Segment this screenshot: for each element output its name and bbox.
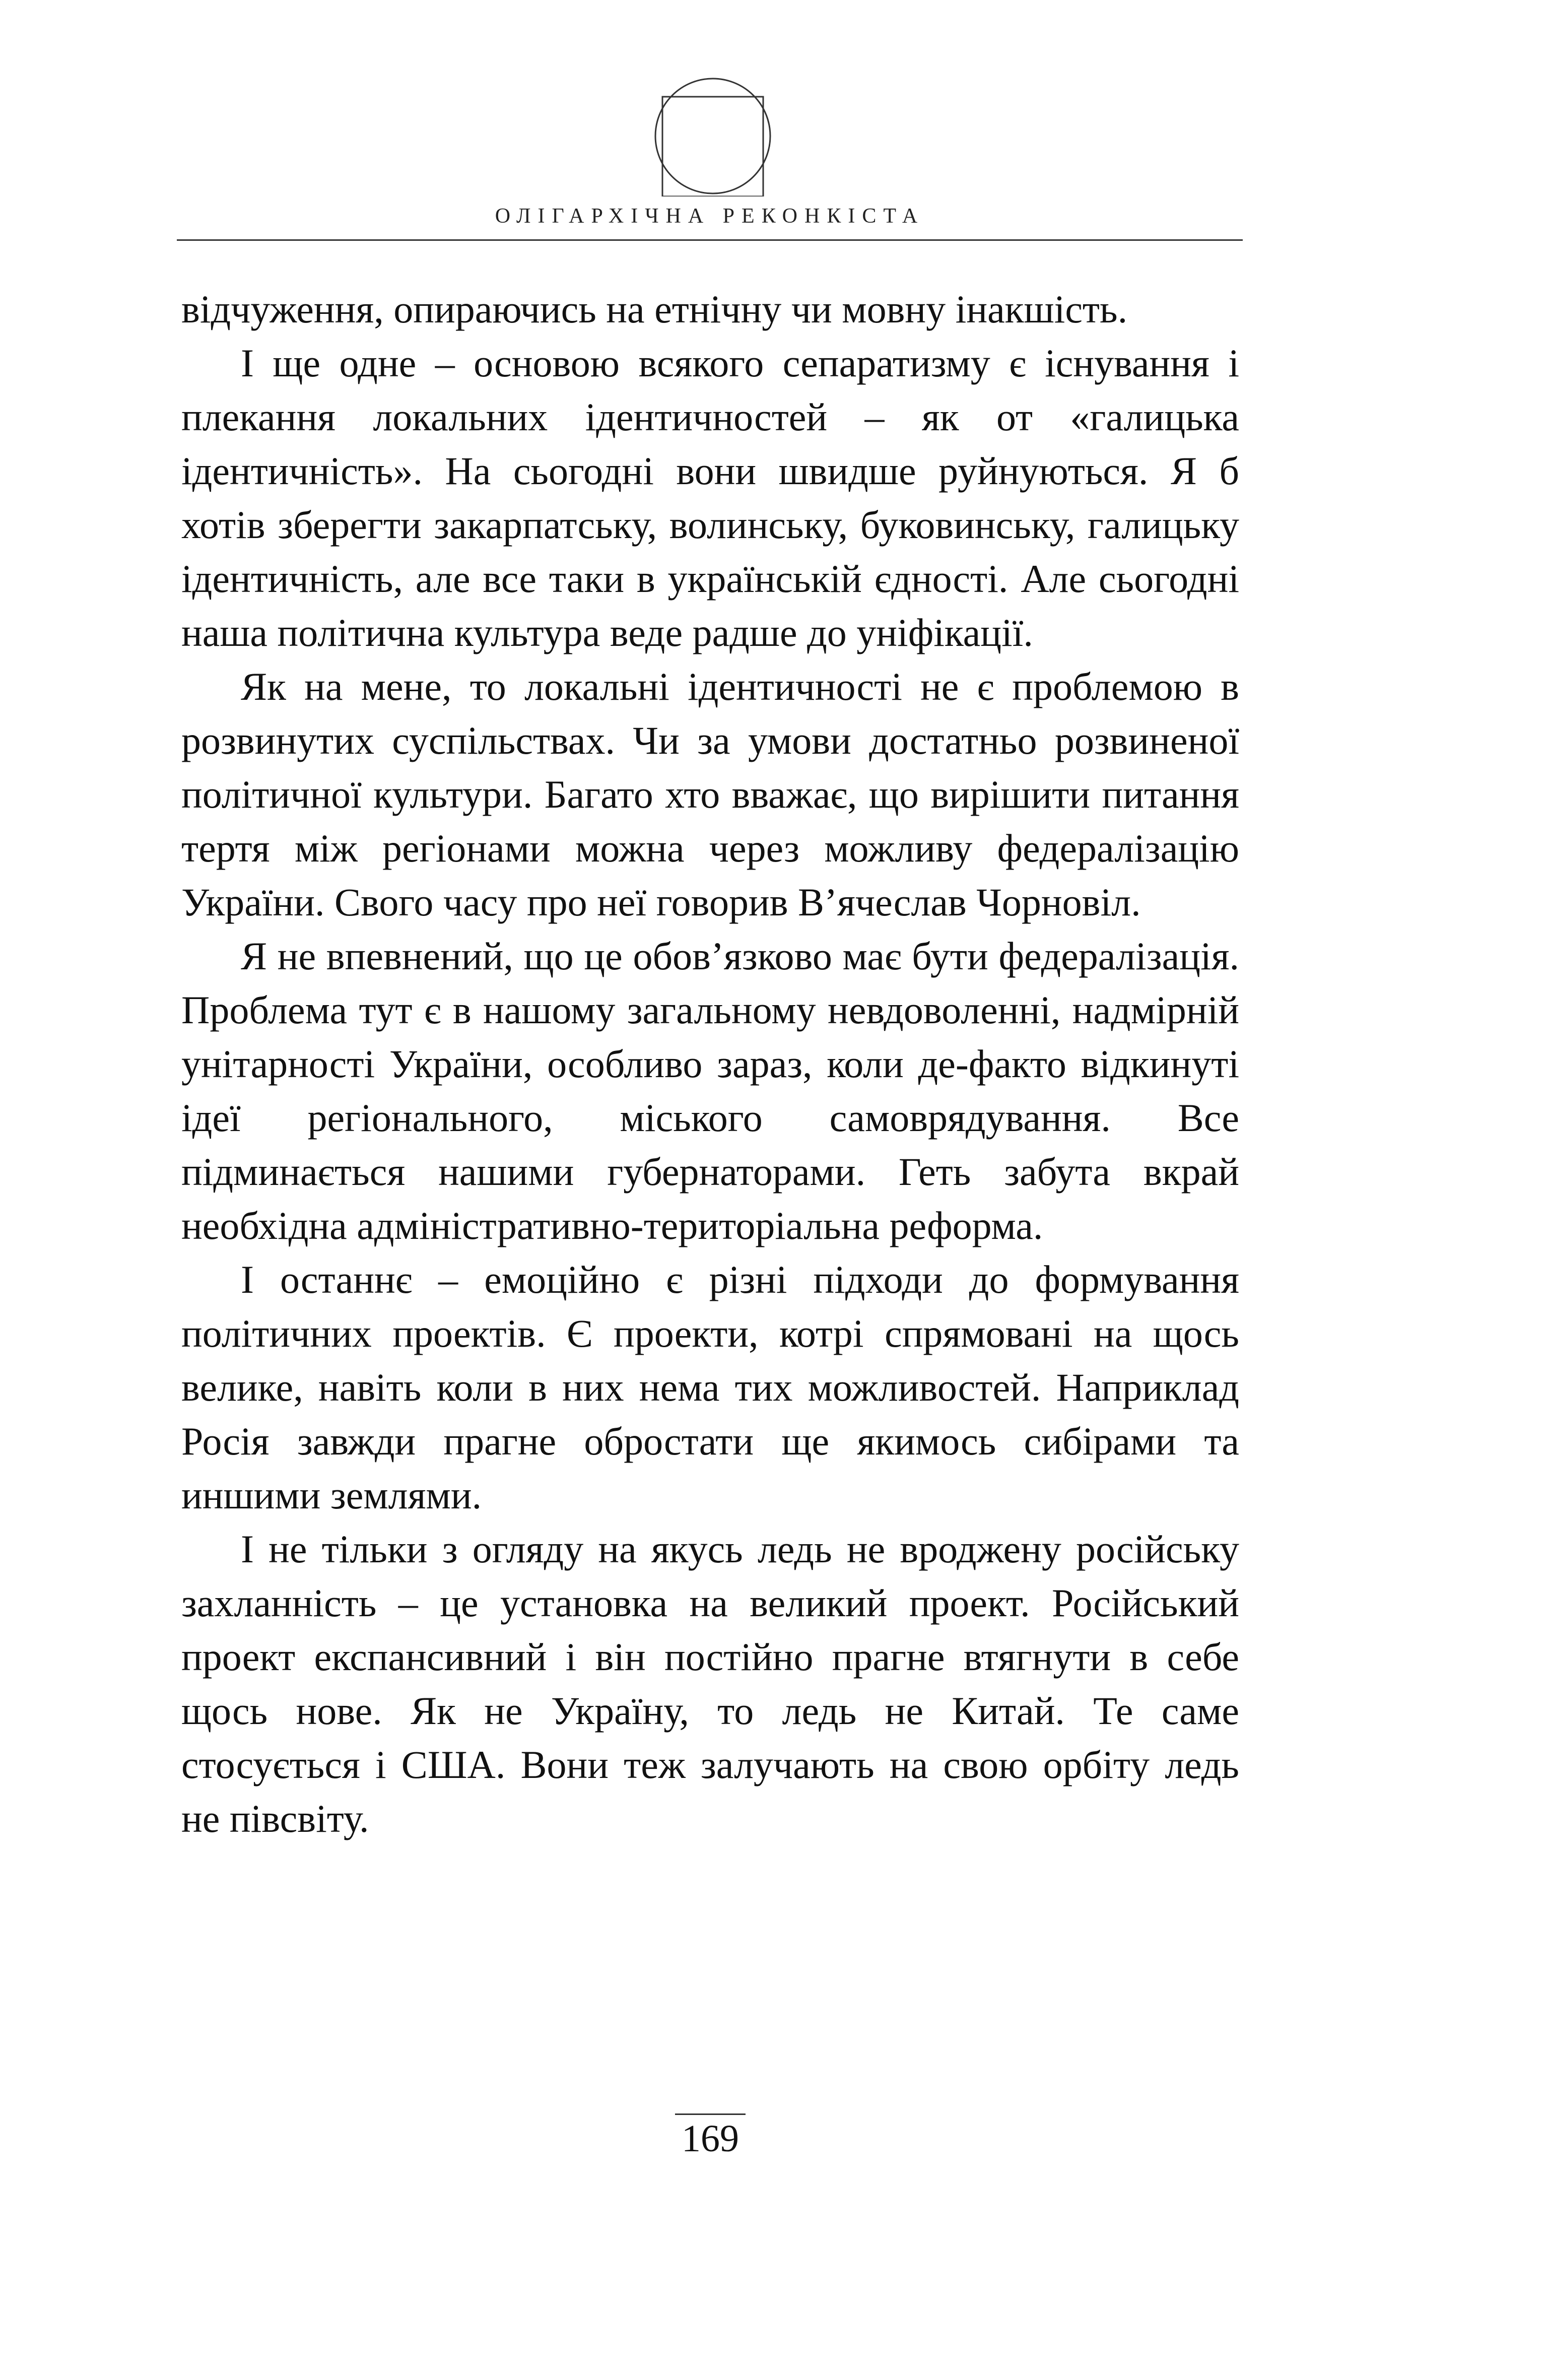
footer-divider: [675, 2113, 746, 2115]
paragraph-1: відчуження, опираючись на етнічну чи мовну інакшість.: [181, 287, 1128, 331]
paragraph-5: І останнє – емоційно є різні підходи до формування політичних проектів. Є проекти, котрі спрямовані на щось велике, навіть коли в них нема тих можливостей. Наприклад Росія завжди прагне обростати ще якимось сибірами та иншими землями.: [181, 1258, 1239, 1517]
circle-square-emblem-icon: [652, 76, 773, 196]
page-number: 169: [682, 2118, 739, 2160]
paragraph-6: І не тільки з огляду на якусь ледь не вроджену російську захланність – це установка на великий проект. Російський проект експансивний і він постійно прагне втягнути в себе щось нове. Як не Україну, то ледь не Китай. Те саме стосується і США. Вони теж залучають на свою орбіту ледь не півсвіту.: [181, 1527, 1239, 1840]
header-divider: [177, 239, 1243, 241]
page-header: [177, 76, 1243, 242]
paragraph-3: Як на мене, то локальні ідентичності не є проблемою в розвинутих суспільствах. Чи за умови достатньо розвиненої політичної культури. Багато хто вважає, що вирішити питання тертя між регіонами можна через можливу федералізацію України. Свого часу про неї говорив В’ячеслав Чорновіл.: [181, 665, 1239, 924]
paragraph-4: Я не впевнений, що це обов’язково має бути федералізація. Проблема тут є в нашому загальному невдоволенні, надмірній унітарності України, особливо зараз, коли де-факто відкинуті ідеї регіонального, міського самоврядування. Все підминається нашими губернаторами. Геть забута вкрай необхідна адміністративно-територіальна реформа.: [181, 934, 1239, 1247]
paragraph-2: І ще одне – основою всякого сепаратизму є існування і плекання локальних ідентичностей – як от «галицька ідентичність». На сьогодні вони швидше руйнуються. Я б хотів зберегти закарпатську, волинську, буковинську, галицьку ідентичність, але все таки в українській єдності. Але сьогодні наша політична культура веде радше до уніфікації.: [181, 341, 1239, 654]
body-text: [181, 282, 1239, 1845]
running-head: ОЛІГАРХІЧНА РЕКОНКІСТА: [495, 205, 925, 228]
page-footer: [670, 2113, 751, 2161]
